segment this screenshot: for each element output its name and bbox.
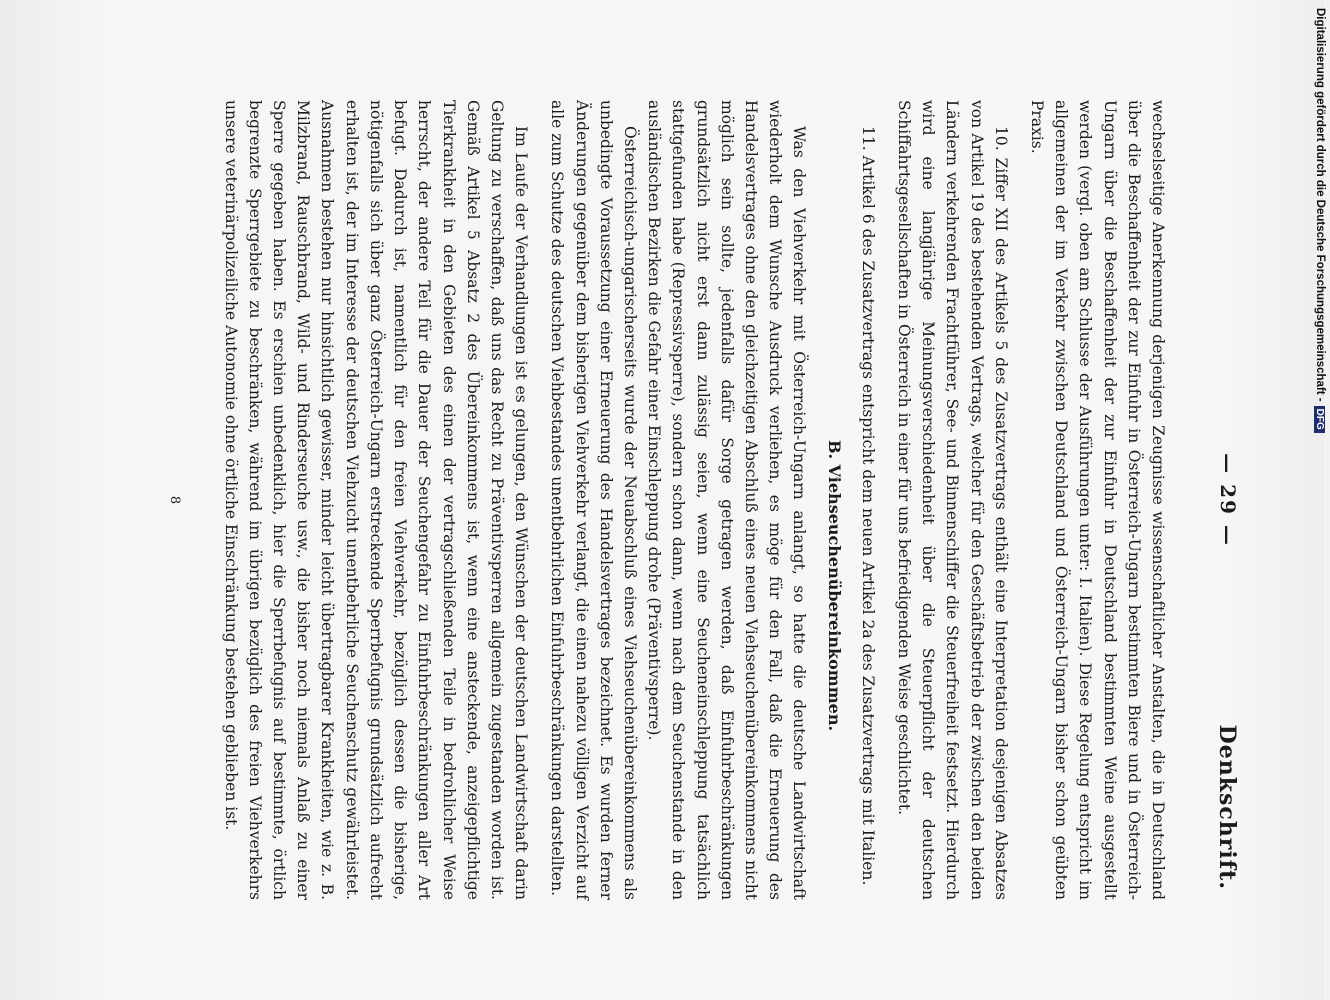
credit-text-line [1314, 8, 1326, 433]
page-header [1170, 100, 1240, 900]
dfg-logo: DFG [1314, 406, 1325, 433]
paragraph-2: 10. Ziffer XII des Artikels 5 des Zusatzvertrags enthält eine Interpretation desjenigen Absatzes von Artikel 19 des bestehenden Vertrags, welcher für den Geschäftsbetrieb der zwischen den beiden Ländern verkehrenden Frachtführer, See- und Binnenschiffer die Steuerfreiheit festsetzt. Hierdurch wird eine langjährige Meinungsverschiedenheit über die Steuerpflicht der deutschen Schiffahrtsgesellschaften in Österreich in einer für uns befriedigenden Weise geschlichtet. [894, 100, 1010, 900]
rotated-document-page [150, 100, 1240, 900]
section-heading: B. Viehseuchenübereinkommen. [824, 440, 844, 732]
paragraph-6: Im Laufe der Verhandlungen ist es gelungen, den Wünschen der deutschen Landwirtschaft darin Geltung zu verschaffen, daß uns das Recht zu Präventivsperren allgemein zugestanden worden ist. Gemäß Artikel 5 Absatz 2 des Übereinkommens ist, wenn eine ansteckende, anzeigepflichtige Tierkrankheit in den Gebieten des einen der vertragschließenden Teile in bedrohlicher Weise herrscht, der andere Teil für die Dauer der Seuchengefahr zu Einfuhrbeschränkungen aller Art befugt. Dadurch ist, namentlich für den freien Viehverkehr, bezüglich dessen die bisherige, nötigenfalls sich über ganz Österreich-Ungarn erstreckende Sperrbefugnis grundsätzlich aufrecht erhalten ist, der im Interesse der deutschen Viehzucht unentbehrliche Seuchenschutz gewährleistet. Ausnahmen bestehen nur hinsichtlich gewisser, minder leicht übertragbarer Krankheiten, wie z. B. Milzbrand, Rauschbrand, Wild- und Rinderseuche usw., die bisher noch niemals Anlaß zu einer Sperre gegeben haben. Es erschien unbedenklich, hier die Sperrbefugnis auf bestimmte, örtlich begrenzte Sperrgebiete zu beschränken, während im übrigen bezüglich des freien Viehverkehrs unsere veterinärpolizeiliche Autonomie ohne örtliche Einschränkung bestehen geblieben ist. [221, 100, 531, 900]
credit-text: Digitalisierung gefördert durch die Deutsche Forschungsgemeinschaft - [1314, 8, 1326, 402]
paragraph-4: Was den Viehverkehr mit Österreich-Ungarn anlangt, so hatte die deutsche Landwirtschaft wiederholt dem Wunsche Ausdruck verliehen, es möge für den Fall, daß die Erneuerung des Handelsvertrages ohne den gleichzeitigen Abschluß eines neuen Viehseuchenübereinkommens nicht möglich sein sollte, jedenfalls dafür Sorge getragen werden, daß Einfuhrbeschränkungen grundsätzlich nicht erst dann zulässig seien, wenn eine Seucheneinschleppung tatsächlich stattgefunden habe (Repressivsperre), sondern schon dann, wenn nach dem Seuchenstande in den ausländischen Bezirken die Gefahr einer Einschleppung drohe (Präventivsperre). [645, 100, 809, 900]
paragraph-1: wechselseitige Anerkennung derjenigen Zeugnisse wissenschaftlicher Anstalten, die in Deutschland über die Beschaffenheit der zur Einfuhr in Österreich-Ungarn bestimmten Biere und in Österreich-Ungarn über die Beschaffenheit der zur Einfuhr in Deutschland bestimmten Weine ausgestellt werden (vergl. oben am Schlusse der Ausführungen unter: I. Italien). Diese Regelung entspricht im allgemeinen der im Verkehr zwischen Deutschland und Österreich-Ungarn bisher schon geübten Praxis. [1027, 100, 1167, 900]
page-number: — 29 — [1216, 453, 1240, 547]
document-body [218, 100, 1170, 900]
running-title: Denkschrift. [1214, 724, 1240, 890]
paragraph-5: Österreichisch-ungarischerseits wurde der Neuabschluß eines Viehseuchenübereinkommens als unbedingte Voraussetzung einer Erneuerung des Handelsvertrages bezeichnet. Es wurden ferner Änderungen gegenüber dem bisherigen Viehverkehr verlangt, die einen nahezu völligen Verzicht auf alle zum Schutze des deutschen Viehbestandes unentbehrlichen Einfuhrbeschränkungen darstellten. [548, 100, 639, 900]
paragraph-3: 11. Artikel 6 des Zusatzvertrags entspricht dem neuen Artikel 2a des Zusatzvertrags mit Italien. [858, 126, 877, 886]
signature-mark: 8 [167, 495, 182, 505]
digitization-credit [1302, 8, 1330, 988]
